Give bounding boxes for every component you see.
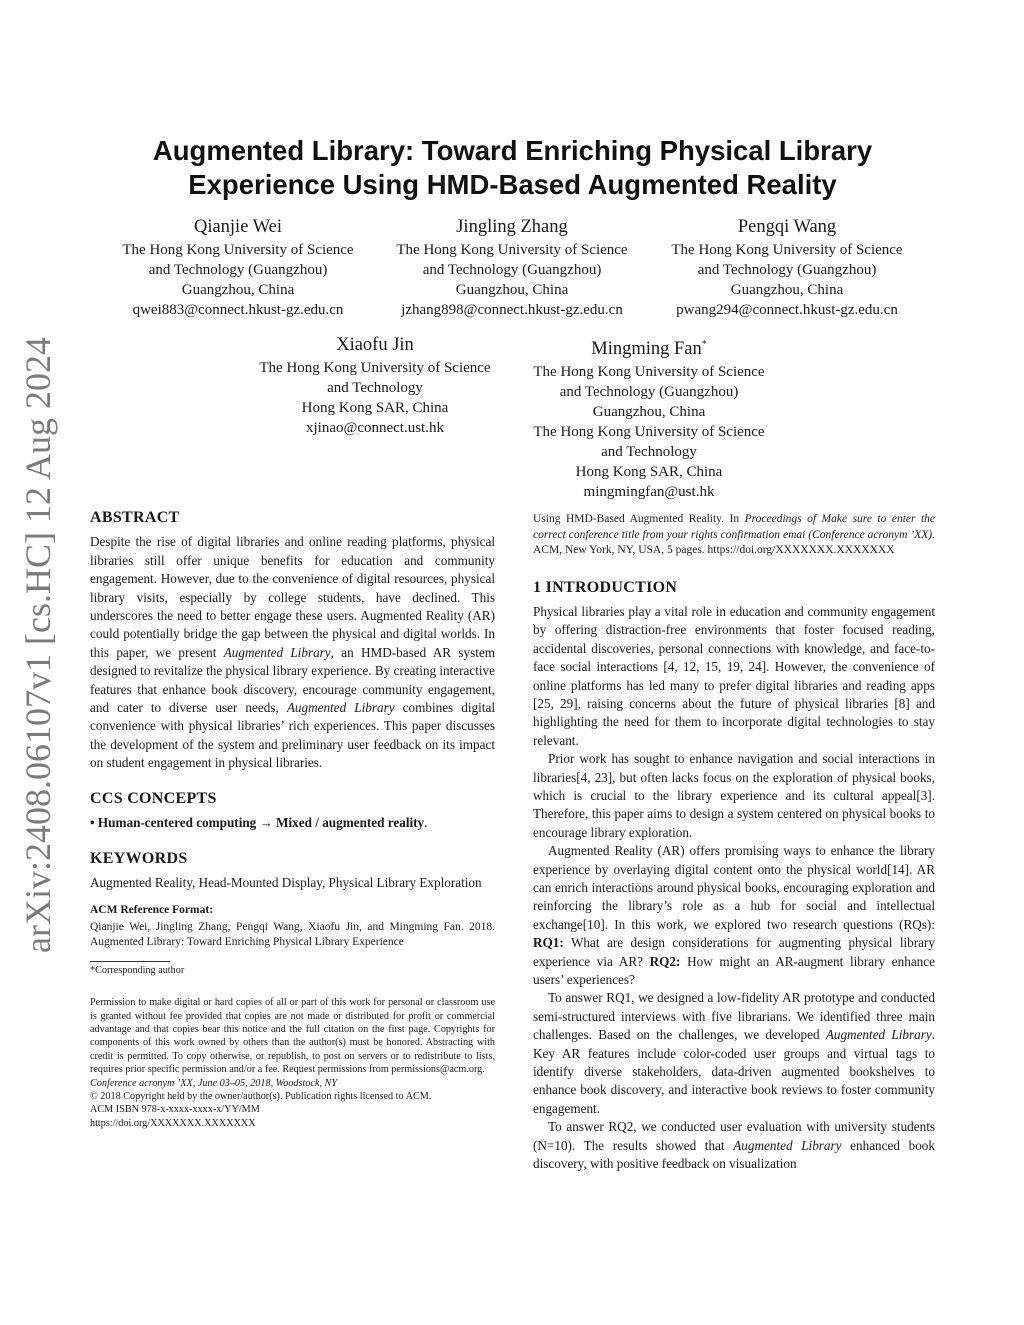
author-email: mingmingfan@ust.hk bbox=[583, 484, 715, 501]
system-name: Augmented Library bbox=[733, 1137, 842, 1153]
ccs-text bbox=[90, 814, 495, 832]
author-affiliation: The Hong Kong University of Science bbox=[259, 360, 491, 376]
arxiv-identifier bbox=[10, 337, 66, 953]
author-affiliation: and Technology (Guangzhou) bbox=[697, 262, 877, 278]
abstract-segment: Despite the rise of digital libraries and online reading platforms, physical libraries still offer unique benefits for education and community engagement. However, due to the convenience of digital resources, physical library visits, especially by college students, have declined. This underscores the need to better engage these users. Augmented Reality (AR) could potentially bridge the gap between the physical and digital worlds. In this paper, we present bbox=[90, 534, 495, 660]
abstract-segment: , an HMD-based AR system designed to revitalize the physical library experience. By creating interactive features that enhance book discovery, encourage community engagement, and cater to diverse user needs, bbox=[90, 644, 495, 716]
author-email: jzhang898@connect.hkust-gz.edu.cn bbox=[401, 302, 623, 318]
author-location: Guangzhou, China bbox=[455, 282, 569, 298]
author-email: pwang294@connect.hkust-gz.edu.cn bbox=[676, 302, 898, 318]
rq1-label: RQ1: bbox=[533, 935, 564, 951]
ccs-concept: • Human-centered computing → Mixed / augmented reality bbox=[90, 815, 425, 831]
paragraph-segment: To answer RQ1, we designed a low-fidelity AR prototype and conducted semi-structured interviews with five librarians. We identified three main challenges. Based on the challenges, we developed bbox=[533, 990, 935, 1043]
author-affiliation: and Technology (Guangzhou) bbox=[559, 384, 739, 401]
author-location: Hong Kong SAR, China bbox=[301, 400, 449, 416]
author-name: Qianjie Wei bbox=[193, 217, 283, 237]
ccs-heading: CCS CONCEPTS bbox=[90, 789, 217, 807]
author-affiliation: and Technology bbox=[601, 444, 697, 461]
paragraph-segment: enhanced book discovery, with positive feedback on visualization bbox=[533, 1137, 935, 1172]
intro-paragraph-3 bbox=[533, 842, 935, 989]
author-block-1 bbox=[103, 215, 373, 320]
author-name-text: Mingming Fan bbox=[591, 339, 702, 360]
reference-segment: Using HMD-Based Augmented Reality. In bbox=[533, 513, 745, 525]
intro-paragraph-4 bbox=[533, 989, 935, 1118]
paragraph-segment: How might an AR-augment library enhance users’ experiences? bbox=[533, 953, 935, 988]
isbn: ACM ISBN 978-x-xxxx-xxxx-x/YY/MM bbox=[90, 1104, 260, 1116]
acm-reference-heading: ACM Reference Format: bbox=[90, 904, 214, 917]
author-affiliation: The Hong Kong University of Science bbox=[671, 242, 903, 258]
author-block-2 bbox=[377, 215, 647, 320]
author-affiliation: and Technology (Guangzhou) bbox=[148, 262, 328, 278]
abstract-heading: ABSTRACT bbox=[90, 509, 180, 526]
footnote-rule bbox=[90, 961, 170, 962]
ccs-period: . bbox=[424, 815, 428, 831]
author-affiliation: and Technology bbox=[327, 380, 423, 396]
title-line-2: Experience Using HMD-Based Augmented Reality bbox=[188, 169, 837, 200]
author-location: Guangzhou, China bbox=[181, 282, 295, 298]
permission-notice: Permission to make digital or hard copies of all or part of this work for personal or classroom use is granted without fee provided that copies are not made or distributed for profit or commercial advantage and that copies bear this notice and the full citation on the first page. Copyrights for components of this work owned by others than the author(s) must be honored. Abstracting with credit is permitted. To copy otherwise, or republish, to post on servers or to redistribute to lists, requires prior specific permission and/or a fee. Request permissions from permissions@acm.org. bbox=[90, 997, 495, 1076]
doi-link[interactable]: https://doi.org/XXXXXXX.XXXXXXX bbox=[90, 1117, 256, 1129]
left-column bbox=[90, 509, 495, 1130]
paragraph-segment: . Key AR features include color-coded user groups and virtual tags to identify diverse stakeholders, data-driven augmented bookshelves to enhance book discovery, and interactive book reviews to foster community engagement. bbox=[533, 1027, 935, 1116]
keywords-heading: KEYWORDS bbox=[90, 849, 188, 867]
proceedings-title: Proceedings of Make sure to enter the correct conference title from your rights confirmation emai (Conference acronym ’XX). bbox=[533, 513, 936, 541]
system-name: Augmented Library bbox=[286, 700, 395, 716]
arxiv-id-text: arXiv:2408.06107v1 [cs.HC] 12 Aug 2024 bbox=[18, 337, 58, 953]
abstract-text bbox=[90, 533, 495, 772]
author-location: Guangzhou, China bbox=[730, 282, 844, 298]
author-affiliation: The Hong Kong University of Science bbox=[122, 242, 354, 258]
right-column bbox=[533, 512, 935, 1174]
conference-info: Conference acronym ’XX, June 03–05, 2018, Woodstock, NY bbox=[90, 1077, 338, 1089]
corresponding-footnote: *Corresponding author bbox=[90, 964, 185, 976]
author-affiliation: and Technology (Guangzhou) bbox=[422, 262, 602, 278]
reference-segment: ACM, New York, NY, USA, 5 pages. https://doi.org/XXXXXXX.XXXXXXX bbox=[533, 544, 895, 556]
copyright-notice: © 2018 Copyright held by the owner/author(s). Publication rights licensed to ACM. bbox=[90, 1090, 432, 1102]
introduction-heading: 1 INTRODUCTION bbox=[533, 578, 678, 596]
title-line-1: Augmented Library: Toward Enriching Physical Library bbox=[152, 135, 873, 166]
author-name: Xiaofu Jin bbox=[336, 335, 414, 355]
author-name: Jingling Zhang bbox=[456, 217, 568, 237]
author-block-5 bbox=[514, 333, 784, 502]
paragraph-segment: To answer RQ2, we conducted user evaluation with university students (N=10). The results showed that bbox=[533, 1119, 935, 1153]
system-name: Augmented Library bbox=[223, 644, 331, 660]
acm-reference-continued bbox=[533, 512, 935, 559]
abstract-segment: combines digital convenience with physical libraries’ rich experiences. This paper discusses the development of the system and preliminary user feedback on its impact on student engagement in physical libraries. bbox=[90, 700, 495, 771]
intro-paragraph-5 bbox=[533, 1118, 935, 1173]
rq2-label: RQ2: bbox=[649, 953, 681, 969]
author-name bbox=[514, 333, 784, 361]
paragraph-segment: Augmented Reality (AR) offers promising ways to enhance the library experience by overlaying digital content onto the physical world[14]. AR can enrich interactions around physical books, encouraging exploration and reinforcing the library’s role as a hub for social and intellectual exchange[10]. In this work, we explored two research questions (RQs): bbox=[533, 843, 935, 932]
paper-title bbox=[90, 134, 935, 202]
author-affiliation: The Hong Kong University of Science bbox=[533, 424, 765, 441]
paragraph-segment: What are design considerations for augmenting physical library experience via AR? bbox=[533, 935, 935, 969]
intro-paragraph-2: Prior work has sought to enhance navigation and social interactions in libraries[4, 23], but often lacks focus on the exploration of physical books, which is crucial to the library experience and its cultural appeal[3]. Therefore, this paper aims to design a system centered on physical books to encourage library exploration. bbox=[533, 751, 935, 840]
author-name: Pengqi Wang bbox=[737, 217, 837, 237]
keywords-text: Augmented Reality, Head-Mounted Display, Physical Library Exploration bbox=[90, 874, 482, 890]
acm-reference-text: Qianjie Wei, Jingling Zhang, Pengqi Wang, Xiaofu Jin, and Mingming Fan. 2018. Augmented Library: Toward Enriching Physical Library Experience bbox=[90, 920, 495, 949]
author-block-4 bbox=[240, 333, 510, 438]
author-affiliation: The Hong Kong University of Science bbox=[533, 364, 765, 381]
author-email: qwei883@connect.hkust-gz.edu.cn bbox=[132, 302, 344, 318]
corresponding-mark: * bbox=[701, 339, 707, 350]
system-name: Augmented Library bbox=[825, 1027, 932, 1043]
author-block-3 bbox=[652, 215, 922, 320]
author-email: xjinao@connect.ust.hk bbox=[306, 420, 444, 436]
intro-paragraph-1: Physical libraries play a vital role in education and community engagement by offering distraction-free environments that foster focused reading, accidental discoveries, personal connections with knowledge, and face-to-face social interactions [4, 12, 15, 19, 24]. However, the convenience of online platforms has led many to prefer digital libraries and reading apps [25, 29], raising concerns about the future of physical libraries [8] and highlighting the need for them to incorporate digital technologies to stay relevant. bbox=[533, 603, 935, 748]
author-affiliation: The Hong Kong University of Science bbox=[396, 242, 628, 258]
author-location: Guangzhou, China bbox=[592, 404, 706, 421]
author-location: Hong Kong SAR, China bbox=[575, 464, 723, 481]
